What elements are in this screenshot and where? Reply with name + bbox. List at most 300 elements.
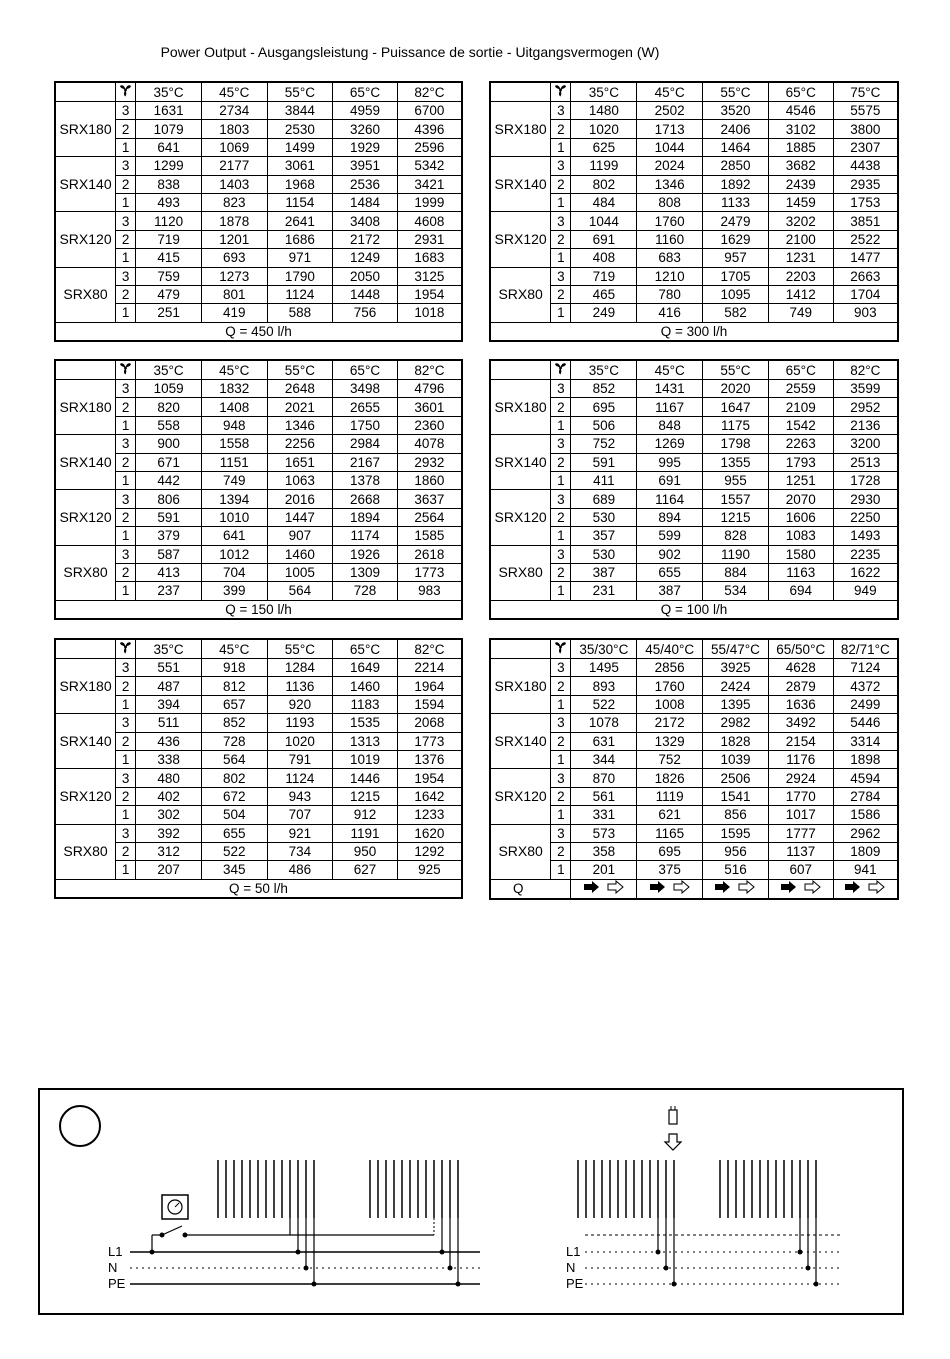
output-value: 1309 xyxy=(333,563,398,581)
output-value: 2932 xyxy=(397,453,462,471)
output-value: 1313 xyxy=(333,732,398,750)
output-value: 1201 xyxy=(201,230,267,248)
output-value: 1378 xyxy=(333,471,398,489)
fan-speed: 1 xyxy=(551,416,571,434)
fan-speed: 1 xyxy=(116,249,136,267)
output-value: 2856 xyxy=(637,659,703,677)
temp-header: 82/71°C xyxy=(833,639,898,659)
fan-speed: 1 xyxy=(551,138,571,156)
output-value: 1251 xyxy=(768,471,833,489)
fan-icon xyxy=(551,639,571,659)
table-row xyxy=(55,861,462,879)
output-value: 1079 xyxy=(136,120,202,138)
output-value: 387 xyxy=(571,563,637,581)
output-value: 1773 xyxy=(397,732,462,750)
model-name: SRX80 xyxy=(490,824,551,879)
output-value: 2668 xyxy=(333,490,398,508)
output-value: 2984 xyxy=(333,435,398,453)
temp-header: 65°C xyxy=(333,82,398,102)
output-value: 1183 xyxy=(333,695,398,713)
output-value: 1044 xyxy=(571,212,637,230)
fan-speed: 2 xyxy=(551,677,571,695)
output-value: 1017 xyxy=(768,806,833,824)
output-value: 1809 xyxy=(833,842,898,860)
output-value: 812 xyxy=(201,677,267,695)
output-value: 392 xyxy=(136,824,202,842)
output-value: 5342 xyxy=(397,157,462,175)
output-value: 2109 xyxy=(768,398,833,416)
output-value: 1408 xyxy=(201,398,267,416)
output-value: 2663 xyxy=(833,267,898,285)
table-row xyxy=(55,380,462,398)
output-value: 625 xyxy=(571,138,637,156)
output-value: 1273 xyxy=(201,267,267,285)
fan-speed: 2 xyxy=(551,120,571,138)
output-value: 912 xyxy=(333,806,398,824)
output-value: 1580 xyxy=(768,545,833,563)
output-value: 1284 xyxy=(267,659,333,677)
table-row xyxy=(55,471,462,489)
output-value: 2850 xyxy=(703,157,769,175)
model-name: SRX180 xyxy=(490,380,551,435)
output-value: 2522 xyxy=(833,230,898,248)
output-value: 1586 xyxy=(833,806,898,824)
output-value: 4396 xyxy=(397,120,462,138)
temp-header: 45°C xyxy=(201,360,267,380)
power-table xyxy=(489,359,899,620)
table-row xyxy=(55,102,462,120)
output-value: 1622 xyxy=(833,563,898,581)
table-row xyxy=(55,659,462,677)
output-value: 2734 xyxy=(201,102,267,120)
output-value: 534 xyxy=(703,582,769,600)
flow-arrows-icon xyxy=(637,879,703,899)
output-value: 3202 xyxy=(768,212,833,230)
output-value: 2154 xyxy=(768,732,833,750)
fan-icon xyxy=(116,639,136,659)
output-value: 2068 xyxy=(397,714,462,732)
power-table xyxy=(54,638,463,899)
temp-header: 35°C xyxy=(571,82,637,102)
output-value: 2136 xyxy=(833,416,898,434)
flow-rate: Q = 100 l/h xyxy=(490,600,898,619)
output-value: 1165 xyxy=(637,824,703,842)
output-value: 806 xyxy=(136,490,202,508)
output-value: 338 xyxy=(136,750,202,768)
output-value: 1403 xyxy=(201,175,267,193)
output-value: 2424 xyxy=(703,677,769,695)
output-value: 1292 xyxy=(397,842,462,860)
output-value: 442 xyxy=(136,471,202,489)
output-value: 691 xyxy=(637,471,703,489)
output-value: 1063 xyxy=(267,471,333,489)
output-value: 2439 xyxy=(768,175,833,193)
output-value: 4438 xyxy=(833,157,898,175)
output-value: 1191 xyxy=(333,824,398,842)
output-value: 2502 xyxy=(637,102,703,120)
output-value: 1832 xyxy=(201,380,267,398)
fan-speed: 1 xyxy=(551,471,571,489)
output-value: 759 xyxy=(136,267,202,285)
output-value: 2530 xyxy=(267,120,333,138)
flow-arrows-icon xyxy=(571,879,637,899)
flow-arrows-icon xyxy=(703,879,769,899)
fan-speed: 3 xyxy=(551,824,571,842)
output-value: 436 xyxy=(136,732,202,750)
output-value: 607 xyxy=(768,861,833,879)
output-value: 1777 xyxy=(768,824,833,842)
table-row xyxy=(490,212,898,230)
output-value: 1119 xyxy=(637,787,703,805)
fan-speed: 3 xyxy=(116,267,136,285)
corner-cell xyxy=(490,82,551,102)
temp-header: 35°C xyxy=(571,360,637,380)
fan-speed: 2 xyxy=(116,398,136,416)
label-l1-right: L1 xyxy=(566,1244,581,1259)
output-value: 838 xyxy=(136,175,202,193)
output-value: 1629 xyxy=(703,230,769,248)
output-value: 379 xyxy=(136,527,202,545)
output-value: 641 xyxy=(136,138,202,156)
output-value: 752 xyxy=(637,750,703,768)
table-row xyxy=(490,267,898,285)
fan-speed: 2 xyxy=(116,175,136,193)
output-value: 948 xyxy=(201,416,267,434)
wiring-svg xyxy=(40,1090,906,1317)
output-value: 734 xyxy=(267,842,333,860)
output-value: 728 xyxy=(333,582,398,600)
output-value: 591 xyxy=(136,508,202,526)
output-value: 1649 xyxy=(333,659,398,677)
output-value: 1803 xyxy=(201,120,267,138)
output-value: 375 xyxy=(637,861,703,879)
power-table xyxy=(489,81,899,342)
output-value: 1193 xyxy=(267,714,333,732)
output-value: 2263 xyxy=(768,435,833,453)
output-value: 416 xyxy=(637,304,703,322)
output-value: 2021 xyxy=(267,398,333,416)
output-value: 4594 xyxy=(833,769,898,787)
fan-speed: 2 xyxy=(116,563,136,581)
fan-speed: 3 xyxy=(551,267,571,285)
output-value: 956 xyxy=(703,842,769,860)
output-value: 237 xyxy=(136,582,202,600)
output-value: 3599 xyxy=(833,380,898,398)
fan-speed: 2 xyxy=(116,285,136,303)
output-value: 1499 xyxy=(267,138,333,156)
table-row xyxy=(490,769,898,787)
fan-speed: 2 xyxy=(116,842,136,860)
output-value: 1120 xyxy=(136,212,202,230)
table-row xyxy=(55,563,462,581)
table-row xyxy=(55,490,462,508)
output-value: 2924 xyxy=(768,769,833,787)
fan-speed: 3 xyxy=(551,545,571,563)
output-value: 402 xyxy=(136,787,202,805)
output-value: 1346 xyxy=(267,416,333,434)
table-row xyxy=(55,677,462,695)
output-value: 1078 xyxy=(571,714,637,732)
fan-speed: 2 xyxy=(551,230,571,248)
output-value: 2506 xyxy=(703,769,769,787)
output-value: 1535 xyxy=(333,714,398,732)
power-table xyxy=(489,638,899,900)
model-name: SRX180 xyxy=(55,102,116,157)
output-value: 1346 xyxy=(637,175,703,193)
output-value: 1606 xyxy=(768,508,833,526)
output-value: 2172 xyxy=(333,230,398,248)
temp-header: 35°C xyxy=(136,82,202,102)
output-value: 2499 xyxy=(833,695,898,713)
output-value: 1164 xyxy=(637,490,703,508)
output-value: 1892 xyxy=(703,175,769,193)
model-name: SRX180 xyxy=(55,380,116,435)
table-row xyxy=(490,824,898,842)
output-value: 2203 xyxy=(768,267,833,285)
output-value: 2172 xyxy=(637,714,703,732)
table-row xyxy=(490,750,898,768)
output-value: 907 xyxy=(267,527,333,545)
output-value: 820 xyxy=(136,398,202,416)
temp-header: 65/50°C xyxy=(768,639,833,659)
output-value: 1174 xyxy=(333,527,398,545)
output-value: 3492 xyxy=(768,714,833,732)
table-row xyxy=(490,453,898,471)
flow-label: Q xyxy=(490,879,571,899)
diagram-marker-circle xyxy=(60,1106,100,1146)
output-value: 1431 xyxy=(637,380,703,398)
output-value: 551 xyxy=(136,659,202,677)
output-value: 1558 xyxy=(201,435,267,453)
output-value: 387 xyxy=(637,582,703,600)
fan-speed: 3 xyxy=(116,545,136,563)
output-value: 1376 xyxy=(397,750,462,768)
output-value: 802 xyxy=(571,175,637,193)
output-value: 802 xyxy=(201,769,267,787)
output-value: 641 xyxy=(201,527,267,545)
output-value: 627 xyxy=(333,861,398,879)
output-value: 1069 xyxy=(201,138,267,156)
output-value: 893 xyxy=(571,677,637,695)
output-value: 1355 xyxy=(703,453,769,471)
output-value: 2513 xyxy=(833,453,898,471)
output-value: 1929 xyxy=(333,138,398,156)
output-value: 1137 xyxy=(768,842,833,860)
output-value: 1231 xyxy=(768,249,833,267)
output-value: 486 xyxy=(267,861,333,879)
output-value: 530 xyxy=(571,545,637,563)
output-value: 808 xyxy=(637,193,703,211)
output-value: 1210 xyxy=(637,267,703,285)
output-value: 1878 xyxy=(201,212,267,230)
output-value: 1176 xyxy=(768,750,833,768)
output-value: 2596 xyxy=(397,138,462,156)
table-row xyxy=(490,659,898,677)
fan-speed: 3 xyxy=(116,824,136,842)
output-value: 1151 xyxy=(201,453,267,471)
output-value: 657 xyxy=(201,695,267,713)
output-value: 941 xyxy=(833,861,898,879)
fan-speed: 1 xyxy=(551,527,571,545)
fan-speed: 1 xyxy=(116,138,136,156)
table-row xyxy=(490,695,898,713)
fan-speed: 1 xyxy=(116,806,136,824)
table-row xyxy=(490,435,898,453)
label-pe: PE xyxy=(108,1276,126,1291)
table-row xyxy=(55,304,462,322)
output-value: 484 xyxy=(571,193,637,211)
output-value: 694 xyxy=(768,582,833,600)
output-value: 4546 xyxy=(768,102,833,120)
flow-rate: Q = 50 l/h xyxy=(55,879,462,898)
output-value: 1557 xyxy=(703,490,769,508)
table-row xyxy=(490,230,898,248)
output-value: 1686 xyxy=(267,230,333,248)
output-value: 2618 xyxy=(397,545,462,563)
model-name: SRX140 xyxy=(55,714,116,769)
output-value: 955 xyxy=(703,471,769,489)
fan-speed: 3 xyxy=(551,714,571,732)
table-row xyxy=(490,285,898,303)
table-row xyxy=(55,842,462,860)
output-value: 1459 xyxy=(768,193,833,211)
output-value: 413 xyxy=(136,563,202,581)
table-row xyxy=(490,138,898,156)
fan-speed: 3 xyxy=(551,380,571,398)
power-table xyxy=(54,81,463,342)
output-value: 561 xyxy=(571,787,637,805)
temp-header: 55°C xyxy=(703,360,769,380)
corner-cell xyxy=(55,360,116,380)
output-value: 749 xyxy=(768,304,833,322)
output-value: 357 xyxy=(571,527,637,545)
output-value: 949 xyxy=(833,582,898,600)
output-value: 2641 xyxy=(267,212,333,230)
output-value: 2100 xyxy=(768,230,833,248)
output-value: 1826 xyxy=(637,769,703,787)
output-value: 655 xyxy=(201,824,267,842)
fan-speed: 1 xyxy=(551,582,571,600)
table-row xyxy=(55,769,462,787)
table-row xyxy=(490,508,898,526)
output-value: 231 xyxy=(571,582,637,600)
output-value: 2020 xyxy=(703,380,769,398)
output-value: 671 xyxy=(136,453,202,471)
temp-header: 65°C xyxy=(768,82,833,102)
flow-rate: Q = 300 l/h xyxy=(490,322,898,341)
temp-header: 45°C xyxy=(201,639,267,659)
fan-speed: 1 xyxy=(116,861,136,879)
output-value: 1493 xyxy=(833,527,898,545)
temp-header: 65°C xyxy=(333,360,398,380)
output-value: 1464 xyxy=(703,138,769,156)
temp-header: 45°C xyxy=(637,82,703,102)
temp-header: 82°C xyxy=(397,360,462,380)
fan-icon xyxy=(116,82,136,102)
fan-speed: 2 xyxy=(551,563,571,581)
fan-speed: 2 xyxy=(116,453,136,471)
output-value: 1484 xyxy=(333,193,398,211)
table-row xyxy=(490,545,898,563)
model-name: SRX140 xyxy=(490,435,551,490)
table-row xyxy=(490,175,898,193)
fan-speed: 2 xyxy=(551,787,571,805)
output-value: 3125 xyxy=(397,267,462,285)
fan-speed: 2 xyxy=(116,677,136,695)
output-value: 1495 xyxy=(571,659,637,677)
table-row xyxy=(55,230,462,248)
output-value: 511 xyxy=(136,714,202,732)
output-value: 1215 xyxy=(333,787,398,805)
output-value: 2784 xyxy=(833,787,898,805)
output-value: 3408 xyxy=(333,212,398,230)
temp-header: 35°C xyxy=(136,360,202,380)
output-value: 302 xyxy=(136,806,202,824)
output-value: 752 xyxy=(571,435,637,453)
output-value: 1585 xyxy=(397,527,462,545)
table-row xyxy=(490,380,898,398)
output-value: 921 xyxy=(267,824,333,842)
model-name: SRX80 xyxy=(55,545,116,600)
output-value: 918 xyxy=(201,659,267,677)
output-value: 695 xyxy=(571,398,637,416)
fan-speed: 3 xyxy=(551,659,571,677)
output-value: 1620 xyxy=(397,824,462,842)
output-value: 1124 xyxy=(267,285,333,303)
output-value: 399 xyxy=(201,582,267,600)
flow-arrows-icon xyxy=(833,879,898,899)
fan-speed: 1 xyxy=(551,806,571,824)
output-value: 1249 xyxy=(333,249,398,267)
model-name: SRX120 xyxy=(490,769,551,824)
fan-speed: 3 xyxy=(551,157,571,175)
output-value: 1704 xyxy=(833,285,898,303)
output-value: 704 xyxy=(201,563,267,581)
output-value: 1885 xyxy=(768,138,833,156)
output-value: 1059 xyxy=(136,380,202,398)
fan-speed: 1 xyxy=(116,582,136,600)
fan-speed: 2 xyxy=(116,508,136,526)
temp-header: 55°C xyxy=(267,639,333,659)
model-name: SRX180 xyxy=(55,659,116,714)
temp-header: 82°C xyxy=(397,639,462,659)
table-row xyxy=(55,285,462,303)
model-name: SRX120 xyxy=(55,490,116,545)
output-value: 479 xyxy=(136,285,202,303)
corner-cell xyxy=(55,639,116,659)
output-value: 1020 xyxy=(267,732,333,750)
temp-header: 82°C xyxy=(397,82,462,102)
output-value: 1039 xyxy=(703,750,769,768)
model-name: SRX120 xyxy=(490,212,551,267)
output-value: 707 xyxy=(267,806,333,824)
output-value: 2177 xyxy=(201,157,267,175)
table-row xyxy=(55,416,462,434)
model-name: SRX80 xyxy=(55,267,116,322)
table-row xyxy=(55,527,462,545)
right-wiring xyxy=(578,1106,840,1287)
output-value: 1163 xyxy=(768,563,833,581)
output-value: 1018 xyxy=(397,304,462,322)
model-name: SRX180 xyxy=(490,102,551,157)
output-value: 2235 xyxy=(833,545,898,563)
output-value: 1770 xyxy=(768,787,833,805)
table-row xyxy=(490,714,898,732)
output-value: 655 xyxy=(637,563,703,581)
table-row xyxy=(490,861,898,879)
table-row xyxy=(55,249,462,267)
output-value: 1964 xyxy=(397,677,462,695)
